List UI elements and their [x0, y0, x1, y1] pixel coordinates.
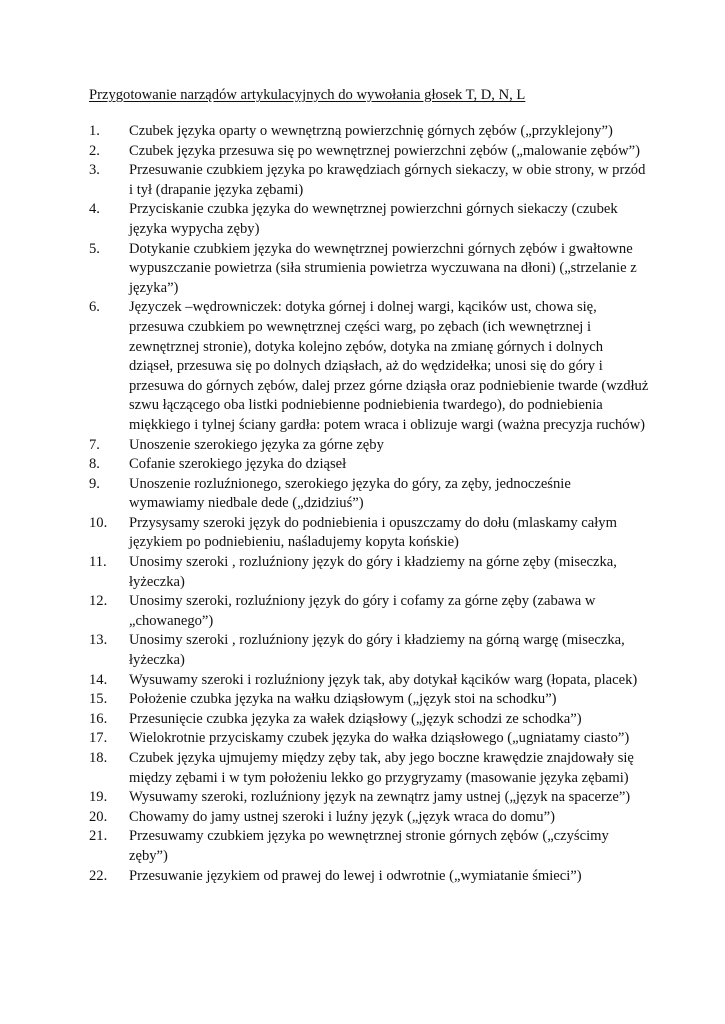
- list-item-text: Czubek języka oparty o wewnętrzną powierzchnię górnych zębów („przyklejony”): [129, 123, 613, 139]
- list-item: [0, 808, 649, 828]
- list-item: [0, 298, 649, 435]
- list-item: [0, 553, 649, 592]
- list-item: [0, 436, 649, 456]
- list-item-text: Czubek języka ujmujemy między zęby tak, aby jego boczne krawędzie znajdowały się między zębami i w tym położeniu lekko go przygryzamy (masowanie języka zębami): [129, 750, 634, 786]
- list-item-text: Wielokrotnie przyciskamy czubek języka do wałka dziąsłowego („ugniatamy ciasto”): [129, 730, 630, 747]
- list-item-text: Unoszenie rozluźnionego, szerokiego języka do góry, za zęby, jednocześnie wymawiamy niedbale dede („dzidziuś”): [129, 475, 571, 512]
- list-item-text: Wysuwamy szeroki, rozluźniony język na zewnątrz jamy ustnej („język na spacerze”): [129, 789, 631, 806]
- list-item-number: 20.: [89, 808, 108, 825]
- list-item-text: Cofanie szerokiego języka do dziąseł: [129, 456, 347, 473]
- list-item-text: Unosimy szeroki , rozluźniony język do góry i kładziemy na górne zęby (miseczka, łyżeczka): [129, 554, 617, 590]
- list-item-number: 6.: [89, 299, 100, 316]
- list-item-text: Przyciskanie czubka języka do wewnętrznej powierzchni górnych siekaczy (czubek języka wypycha zęby): [129, 201, 618, 237]
- list-item: [0, 514, 649, 553]
- list-item-text: Wysuwamy szeroki i rozluźniony język tak, aby dotykał kącików warg (łopata, placek): [129, 671, 638, 688]
- list-item-number: 4.: [89, 201, 100, 218]
- list-item-number: 13.: [89, 632, 108, 649]
- list-item-number: 17.: [89, 730, 108, 747]
- list-item-number: 22.: [89, 867, 108, 884]
- list-item-text: Położenie czubka języka na wałku dziąsłowym („język stoi na schodku”): [129, 691, 557, 708]
- list-item: [0, 142, 649, 162]
- list-item-number: 21.: [89, 828, 108, 845]
- list-item-number: 2.: [89, 142, 100, 159]
- list-item-text: Przesuwamy czubkiem języka po wewnętrznej stronie górnych zębów („czyścimy zęby”): [129, 828, 609, 864]
- list-item: [0, 710, 649, 730]
- list-item: [0, 475, 649, 514]
- list-item-text: Przesuwanie czubkiem języka po krawędziach górnych siekaczy, w obie strony, w przód i tył (drapanie języka zębami): [129, 162, 646, 198]
- list-item-text: Unoszenie szerokiego języka za górne zęby: [129, 436, 384, 453]
- list-item: [0, 161, 649, 200]
- list-item: [0, 867, 649, 887]
- list-item-number: 9.: [89, 475, 100, 492]
- list-item-text: Dotykanie czubkiem języka do wewnętrznej powierzchni górnych zębów i gwałtowne wypuszczanie powietrza (siła strumienia powietrza wyczuwana na dłoni) („strzelanie z języka”): [129, 240, 637, 296]
- list-item-text: Czubek języka przesuwa się po wewnętrznej powierzchni zębów („malowanie zębów”): [129, 142, 640, 159]
- list-item: [0, 631, 649, 670]
- list-item-number: 10.: [89, 514, 108, 531]
- list-item-text: Języczek –wędrowniczek: dotyka górnej i dolnej wargi, kącików ust, chowa się, przesuwa czubkiem po wewnętrznej części warg, po zębach (ich wewnętrznej i zewnętrznej stronie), dotyka kolejno zębów, dotyka na zmianę górnych i dolnych dziąseł, przesuwa się po dolnych dziąsłach, aż do wędzidełka; unosi się do góry i przesuwa do górnych zębów, dalej przez górne dziąsła oraz podniebienie twarde (wzdłuż szwu łączącego oba listki podniebienne podniebienia twardego), do podniebienia miękkiego i tylnej ściany gardła: potem wraca i oblizuje wargi (ważna precyzja ruchów): [129, 299, 649, 433]
- list-item-number: 11.: [89, 554, 107, 571]
- list-item-number: 1.: [89, 123, 100, 139]
- list-item-text: Chowamy do jamy ustnej szeroki i luźny język („język wraca do domu”): [129, 808, 555, 825]
- list-item-number: 19.: [89, 789, 108, 806]
- list-item: [0, 122, 649, 142]
- list-item-number: 16.: [89, 710, 108, 727]
- list-item: [0, 455, 649, 475]
- list-item: [0, 690, 649, 710]
- list-item: [0, 827, 649, 866]
- list-item-text: Przesuwanie językiem od prawej do lewej i odwrotnie („wymiatanie śmieci”): [129, 867, 582, 884]
- list-item: [0, 671, 649, 691]
- list-item-text: Unosimy szeroki , rozluźniony język do góry i kładziemy na górną wargę (miseczka, łyżeczka): [129, 632, 625, 669]
- list-item: [0, 200, 649, 239]
- list-item: [0, 749, 649, 788]
- list-item-number: 14.: [89, 671, 108, 688]
- list-item-number: 15.: [89, 691, 108, 708]
- exercise-list: [0, 122, 725, 886]
- document-title: Przygotowanie narządów artykulacyjnych do wywołania głosek T, D, N, L: [89, 87, 526, 103]
- list-item: [0, 729, 649, 749]
- list-item: [0, 788, 649, 808]
- list-item-number: 18.: [89, 750, 108, 766]
- list-item-text: Przysysamy szeroki język do podniebienia i opuszczamy do dołu (mlaskamy całym językiem po podniebieniu, naśladujemy kopyta końskie): [129, 514, 617, 551]
- list-item-text: Przesunięcie czubka języka za wałek dziąsłowy („język schodzi ze schodka”): [129, 710, 582, 727]
- list-item-number: 3.: [89, 162, 100, 179]
- list-item: [0, 592, 649, 631]
- list-item-text: Unosimy szeroki, rozluźniony język do góry i cofamy za górne zęby (zabawa w „chowanego”): [129, 593, 596, 629]
- list-item-number: 5.: [89, 240, 100, 257]
- list-item: [0, 240, 649, 299]
- list-item-number: 8.: [89, 456, 100, 473]
- list-item-number: 7.: [89, 436, 100, 453]
- list-item-number: 12.: [89, 593, 108, 610]
